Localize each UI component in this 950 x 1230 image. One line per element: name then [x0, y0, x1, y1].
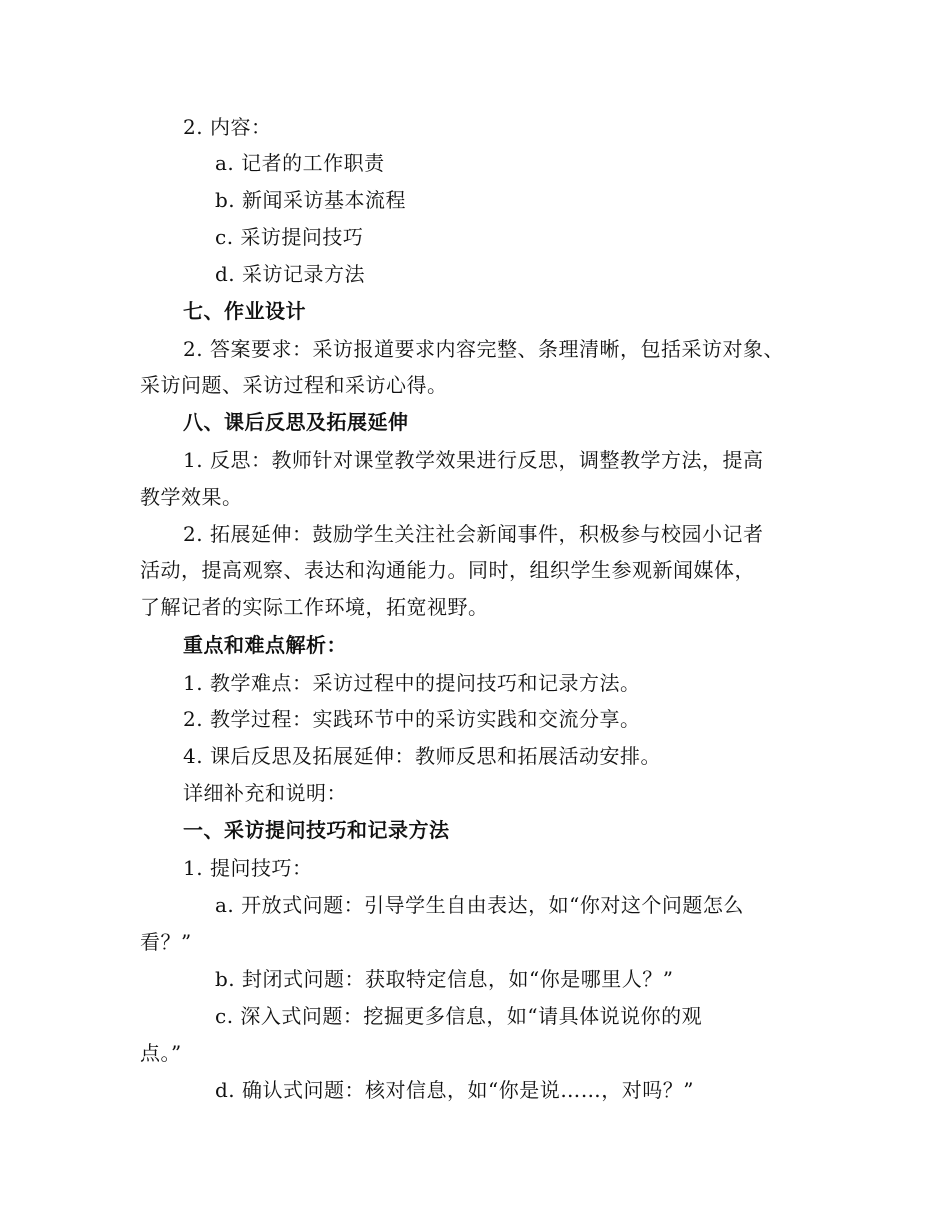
list-item-question-skills: 1. 提问技巧： [183, 856, 313, 880]
sub-item-confirm-question: d. 确认式问题：核对信息，如“你是说……，对吗？” [215, 1078, 694, 1102]
section-heading-key-points: 重点和难点解析： [183, 633, 347, 657]
list-item-content: 2. 内容： [183, 115, 272, 139]
paragraph-continuation: 活动，提高观察、表达和沟通能力。同时，组织学生参观新闻媒体， [140, 558, 755, 582]
paragraph-continuation: 看？” [140, 930, 192, 954]
sub-item-open-question: a. 开放式问题：引导学生自由表达，如“你对这个问题怎么 [215, 893, 744, 917]
paragraph-continuation: 点。” [140, 1041, 182, 1065]
list-item-difficulty: 1. 教学难点：采访过程中的提问技巧和记录方法。 [183, 671, 641, 695]
paragraph-details: 详细补充和说明： [183, 781, 347, 805]
sub-item-a: a. 记者的工作职责 [215, 151, 385, 175]
paragraph-answer-requirement: 2. 答案要求：采访报道要求内容完整、条理清晰，包括采访对象、 [183, 337, 784, 361]
list-item-process: 2. 教学过程：实践环节中的采访实践和交流分享。 [183, 707, 641, 731]
paragraph-continuation: 教学效果。 [140, 485, 243, 509]
sub-item-b: b. 新闻采访基本流程 [215, 188, 407, 212]
section-heading-techniques: 一、采访提问技巧和记录方法 [183, 818, 450, 842]
sub-item-closed-question: b. 封闭式问题：获取特定信息，如“你是哪里人？” [215, 967, 674, 991]
paragraph-continuation: 了解记者的实际工作环境，拓宽视野。 [140, 595, 489, 619]
paragraph-reflection: 1. 反思：教师针对课堂教学效果进行反思，调整教学方法，提高 [183, 448, 764, 472]
section-heading-reflection: 八、课后反思及拓展延伸 [183, 410, 409, 434]
paragraph-extension: 2. 拓展延伸：鼓励学生关注社会新闻事件，积极参与校园小记者 [183, 522, 764, 546]
section-heading-homework: 七、作业设计 [183, 299, 306, 323]
list-item-reflection: 4. 课后反思及拓展延伸：教师反思和拓展活动安排。 [183, 744, 661, 768]
sub-item-deep-question: c. 深入式问题：挖掘更多信息，如“请具体说说你的观 [215, 1004, 703, 1028]
sub-item-d: d. 采访记录方法 [215, 262, 366, 286]
sub-item-c: c. 采访提问技巧 [215, 225, 364, 249]
paragraph-continuation: 采访问题、采访过程和采访心得。 [140, 373, 448, 397]
